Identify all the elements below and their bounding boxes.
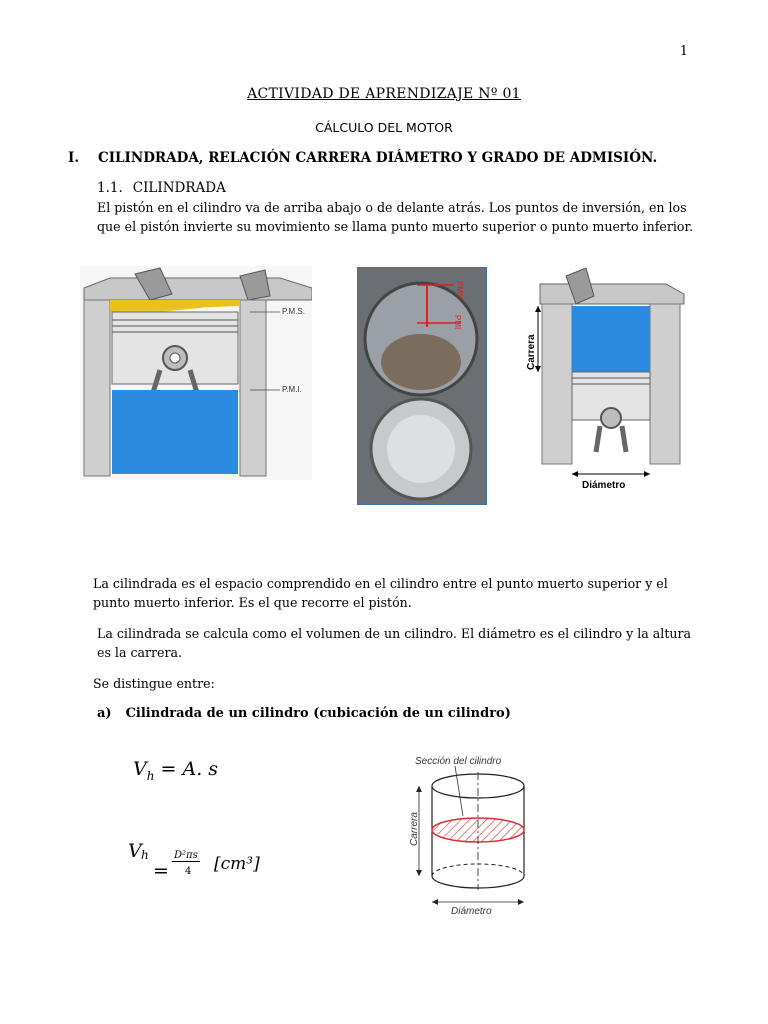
paragraph-cilindrada-definition xyxy=(93,574,693,612)
paragraph-line: El pistón en el cilindro va de arriba abajo o de delante atrás. Los puntos de inversión, en los xyxy=(97,200,687,215)
paragraph-cilindrada-calculation xyxy=(97,624,697,662)
section-carrera-label: Carrera xyxy=(409,812,420,846)
formula-unit: [cm³] xyxy=(214,854,260,874)
formula-symbol: V xyxy=(133,758,147,780)
formula-numerator: D²πs xyxy=(174,850,198,861)
cylinder-photo xyxy=(357,267,487,505)
paragraph-line: punto muerto inferior. Es el que recorre el pistón. xyxy=(93,595,412,610)
formula-denominator: 4 xyxy=(185,866,192,877)
formula-equals: = xyxy=(153,860,169,882)
formula-volume-area xyxy=(133,758,218,783)
page-number: 1 xyxy=(679,44,688,59)
document-subtitle: CÁLCULO DEL MOTOR xyxy=(315,120,453,135)
piston-diagram-pms-pmi xyxy=(80,266,312,480)
document-title: ACTIVIDAD DE APRENDIZAJE Nº 01 xyxy=(247,86,521,102)
photo-pmi-label: PMI xyxy=(453,315,462,330)
paragraph-se-distingue: Se distingue entre: xyxy=(93,676,215,691)
diametro-label: Diámetro xyxy=(582,480,626,491)
list-item-text: Cilindrada de un cilindro (cubicación de un cilindro) xyxy=(125,706,511,721)
formula-subscript: h xyxy=(141,848,149,862)
pmi-label: P.M.I. xyxy=(282,385,302,394)
subsection-heading xyxy=(97,180,226,196)
pms-label: P.M.S. xyxy=(282,307,305,316)
photo-pms-label: PMS xyxy=(455,281,464,299)
carrera-diametro-diagram xyxy=(516,266,690,498)
formula-volume-diameter xyxy=(128,840,328,890)
seccion-label: Sección del cilindro xyxy=(415,756,502,767)
carrera-label: Carrera xyxy=(526,334,537,370)
section-heading xyxy=(68,150,657,166)
paragraph-line: que el pistón invierte su movimiento se llama punto muerto superior o punto muerto inferior. xyxy=(97,219,694,234)
paragraph-line: La cilindrada es el espacio comprendido en el cilindro entre el punto muerto superior y el xyxy=(93,576,668,591)
section-diametro-label: Diámetro xyxy=(451,906,492,917)
formula-symbol: V xyxy=(128,840,142,862)
cylinder-section-diagram xyxy=(407,746,537,918)
section-heading-text: CILINDRADA, RELACIÓN CARRERA DIÁMETRO Y GRADO DE ADMISIÓN. xyxy=(98,150,658,166)
paragraph-piston xyxy=(97,198,697,236)
paragraph-line: La cilindrada se calcula como el volumen de un cilindro. El diámetro es el cilindro y la altura xyxy=(97,626,692,641)
list-item-label: a) xyxy=(97,706,112,721)
formula-subscript: h xyxy=(146,768,155,783)
subsection-heading-text: CILINDRADA xyxy=(132,180,226,196)
section-numeral: I. xyxy=(68,150,80,166)
list-item-a xyxy=(97,706,511,721)
subsection-number: 1.1. xyxy=(97,180,123,196)
formula-rhs: = A. s xyxy=(160,758,219,780)
paragraph-line: es la carrera. xyxy=(97,645,183,660)
